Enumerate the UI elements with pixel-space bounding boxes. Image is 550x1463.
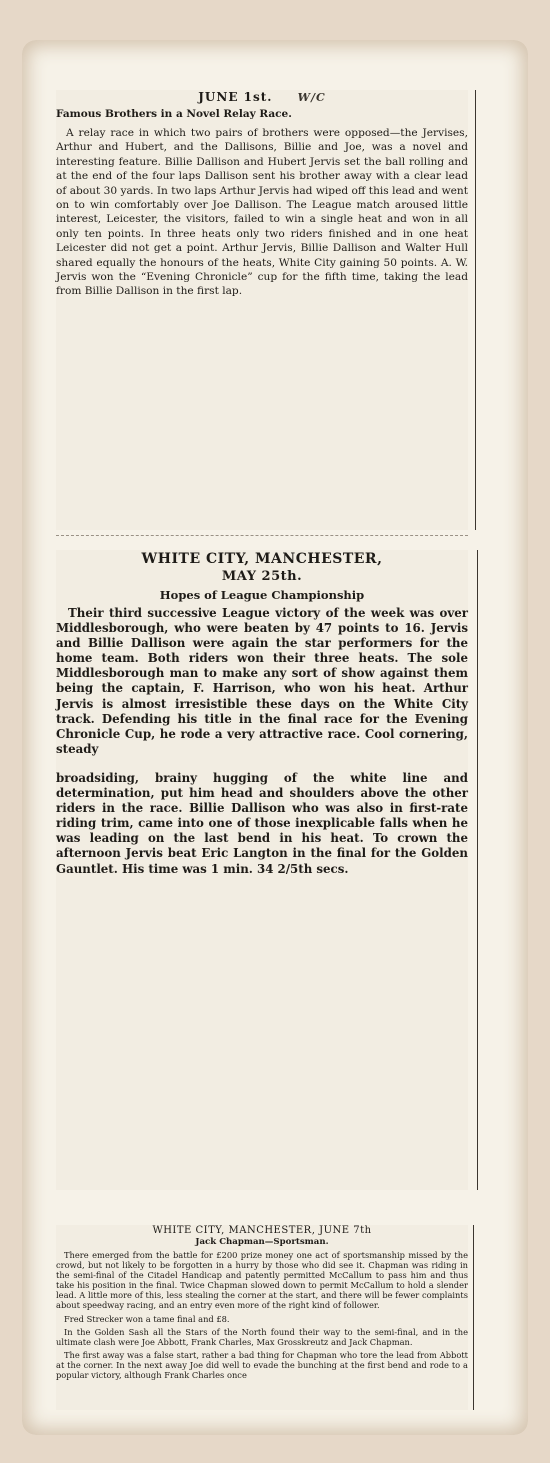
clipping-date: MAY 25th. [221, 569, 303, 584]
clipping-date: JUNE 1st. W/C [198, 90, 326, 104]
clipping-paragraph: In the Golden Sash all the Stars of the North found their way to the semi-final, and in the ultimate clash were Joe Abbott, Frank Charles, Max Grosskreutz and Jack Chapman. [56, 1326, 468, 1347]
clipping-june-1st [56, 90, 468, 530]
column-rule [475, 90, 476, 530]
clipping-paragraph: Fred Strecker won a tame final and £8. [64, 1313, 230, 1324]
clipping-headline: Famous Brothers in a Novel Relay Race. [56, 108, 292, 120]
clipping-paragraph: There emerged from the battle for £200 prize money one act of sportsmanship missed by the crowd, but not likely to be forgotten in a hurry by those who did see it. Chapman was riding in the semi-final of the Citadel Handicap and patently permitted McCallum to pass him and thus take his position in the final. Twice Chapman slowed down to permit McCallum to hold a slender lead. A little more of this, less stealing the corner at the start, and there will be fewer complaints about speedway racing, and an entry even more of the right kind of follower. [56, 1250, 468, 1311]
column-rule [473, 1225, 474, 1410]
clipping-body: A relay race in which two pairs of brothers were opposed—the Jervises, Arthur and Hubert, and the Dallisons, Billie and Joe, was a novel and interesting feature. Billie Dallison and Hubert Jervis set the ball rolling and at the end of the four laps Dallison sent his brother away with a clear lead of about 30 yards. In two laps Arthur Jervis had wiped off this lead and went on to win comfortably over Joe Dallison. The League match aroused little interest, Leicester, the visitors, failed to win a single heat and won in all only ten points. In three heats only two riders finished and in one heat Leicester did not get a point. Arthur Jervis, Billie Dallison and Walter Hull shared equally the honours of the heats, White City gaining 50 points. A. W. Jervis won the “Evening Chronicle” cup for the fifth time, taking the lead from Billie Dallison in the first lap. [56, 127, 468, 298]
column-rule [477, 550, 478, 1190]
divider [56, 535, 468, 536]
clipping-body-part-1: Their third successive League victory of the week was over Middlesborough, who were beaten by 47 points to 16. Jervis and Billie Dallison were again the star performers for the home team. Both riders won their three heats. The sole Middlesborough man to make any sort of show against them being the captain, F. Harrison, who won his heat. Arthur Jervis is almost irresistible these days on the White City track. Defending his title in the final race for the Evening Chronicle Cup, he rode a very attractive race. Cool cornering, steady [56, 606, 468, 756]
clipping-subhead: Jack Chapman—Sportsman. [195, 1237, 329, 1247]
handwritten-note: W/C [297, 91, 326, 104]
clipping-may-25th [56, 550, 468, 1190]
clipping-headline: WHITE CITY, MANCHESTER, JUNE 7th [152, 1225, 372, 1236]
clipping-june-7th [56, 1225, 468, 1410]
clipping-headline: WHITE CITY, MANCHESTER, [141, 551, 383, 567]
clipping-body-part-2: broadsiding, brainy hugging of the white line and determination, put him head and shoulders above the other riders in the race. Billie Dallison who was also in first-rate riding trim, came into one of those inexplicable falls when he was leading on the last bend in his heat. To crown the afternoon Jervis beat Eric Langton in the final for the Golden Gauntlet. His time was 1 min. 34 2/5th secs. [56, 770, 468, 876]
clipping-subhead: Hopes of League Championship [159, 588, 365, 602]
clipping-paragraph: The first away was a false start, rather a bad thing for Chapman who tore the lead from Abbott at the corner. In the next away Joe did well to evade the bunching at the first bend and rode to a popular victory, although Frank Charles once [56, 1349, 468, 1381]
